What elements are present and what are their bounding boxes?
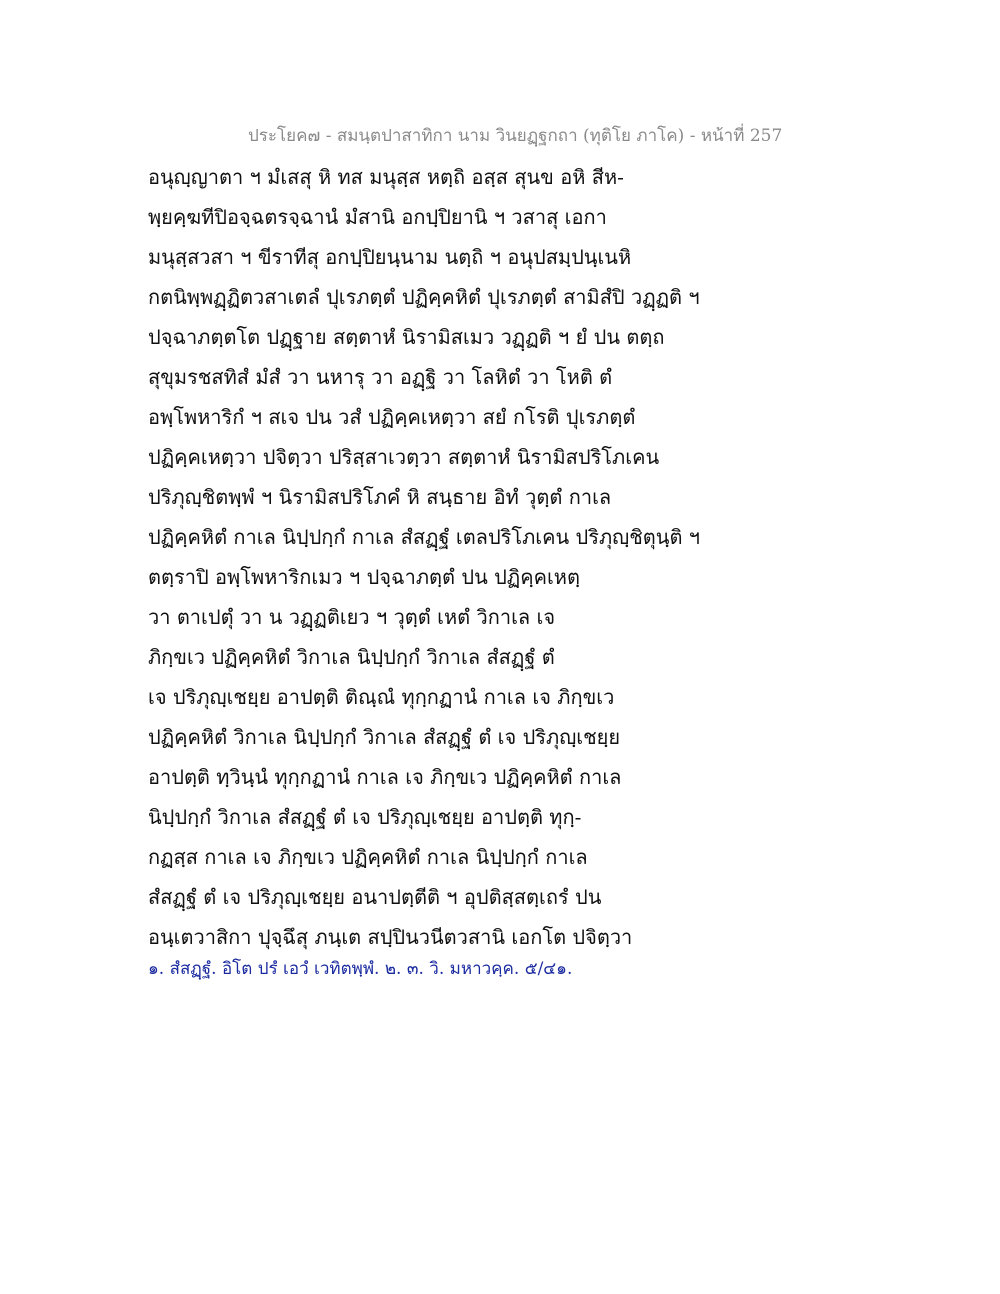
text-line: อนุญฺญาตา ฯ มํเสสุ หิ ทส มนุสฺส หตฺถิ อสฺส สุนข อหิ สีห- — [148, 165, 624, 189]
text-line: ปฏิคฺคหิตํ กาเล นิปฺปกฺกํ กาเล สํสฏฺฐํ เตลปริโภเคน ปริภุญฺชิตุนฺติ ฯ — [148, 525, 701, 549]
text-line: อาปตฺติ ทฺวินฺนํ ทุกฺกฏานํ กาเล เจ ภิกฺขเว ปฏิคฺคหิตํ กาเล — [148, 765, 622, 789]
text-line: อพฺโพหาริกํ ฯ สเจ ปน วสํ ปฏิคฺคเหตฺวา สยํ กโรติ ปุเรภตฺตํ — [148, 405, 636, 429]
text-line: นิปฺปกฺกํ วิกาเล สํสฏฺฐํ ตํ เจ ปริภุญฺเชยฺย อาปตฺติ ทุกฺ- — [148, 805, 582, 829]
text-line: ภิกฺขเว ปฏิคฺคหิตํ วิกาเล นิปฺปกฺกํ วิกาเล สํสฏฺฐํ ตํ — [148, 645, 555, 669]
text-line: เจ ปริภุญฺเชยฺย อาปตฺติ ติณฺณํ ทุกฺกฏานํ กาเล เจ ภิกฺขเว — [148, 685, 615, 709]
footnote: ๑. สํสฏฺฐํ. อิโต ปรํ เอวํ เวทิตพฺพํ. ๒. ๓. วิ. มหาวคฺค. ๕/๔๑. — [148, 959, 573, 979]
text-line: กฏสฺส กาเล เจ ภิกฺขเว ปฏิคฺคหิตํ กาเล นิปฺปกฺกํ กาเล — [148, 845, 588, 869]
text-line: วา ตาเปตุํ วา น วฏฺฏติเยว ฯ วุตฺตํ เหตํ วิกาเล เจ — [148, 605, 556, 629]
body-text — [148, 160, 848, 960]
text-line: ปฏิคฺคหิตํ วิกาเล นิปฺปกฺกํ วิกาเล สํสฏฺฐํ ตํ เจ ปริภุญฺเชยฺย — [148, 725, 621, 749]
text-line: อนฺเตวาสิกา ปุจฺฉึสุ ภนฺเต สปฺปินวนีตวสานิ เอกโต ปจิตฺวา — [148, 925, 633, 949]
text-line: กตนิพฺพฏฺฏิตวสาเตลํ ปุเรภตฺตํ ปฏิคฺคหิตํ ปุเรภตฺตํ สามิสํปิ วฏฺฏติ ฯ — [148, 285, 700, 309]
text-line: สุขุมรชสทิสํ มํสํ วา นหารุ วา อฏฺฐิ วา โลหิตํ วา โหติ ตํ — [148, 365, 613, 389]
text-line: ปจฺฉาภตฺตโต ปฏฺฐาย สตฺตาหํ นิรามิสเมว วฏฺฏติ ฯ ยํ ปน ตตฺถ — [148, 325, 665, 349]
text-line: สํสฏฺฐํ ตํ เจ ปริภุญฺเชยฺย อนาปตฺตีติ ฯ อุปติสฺสตฺเถรํ ปน — [148, 885, 602, 909]
page-header: ประโยค๗ - สมนฺตปาสาทิกา นาม วินยฏฺฐกถา (ทุติโย ภาโค) - หน้าที่ 257 — [248, 126, 783, 146]
text-line: ตตฺราปิ อพฺโพหาริกเมว ฯ ปจฺฉาภตฺตํ ปน ปฏิคฺคเหตฺ — [148, 565, 580, 589]
text-line: ปริภุญฺชิตพฺพํ ฯ นิรามิสปริโภคํ หิ สนฺธาย อิทํ วุตฺตํ กาเล — [148, 485, 612, 509]
text-line: มนุสฺสวสา ฯ ขีราทีสุ อกปฺปิยนฺนาม นตฺถิ ฯ อนุปสมฺปนฺเนหิ — [148, 245, 632, 269]
text-line: ปฏิคฺคเหตฺวา ปจิตฺวา ปริสฺสาเวตฺวา สตฺตาหํ นิรามิสปริโภเคน — [148, 445, 660, 469]
text-line: พฺยคฺฆทีปิอจฺฉตรจฺฉานํ มํสานิ อกปฺปิยานิ ฯ วสาสุ เอกา — [148, 205, 607, 229]
